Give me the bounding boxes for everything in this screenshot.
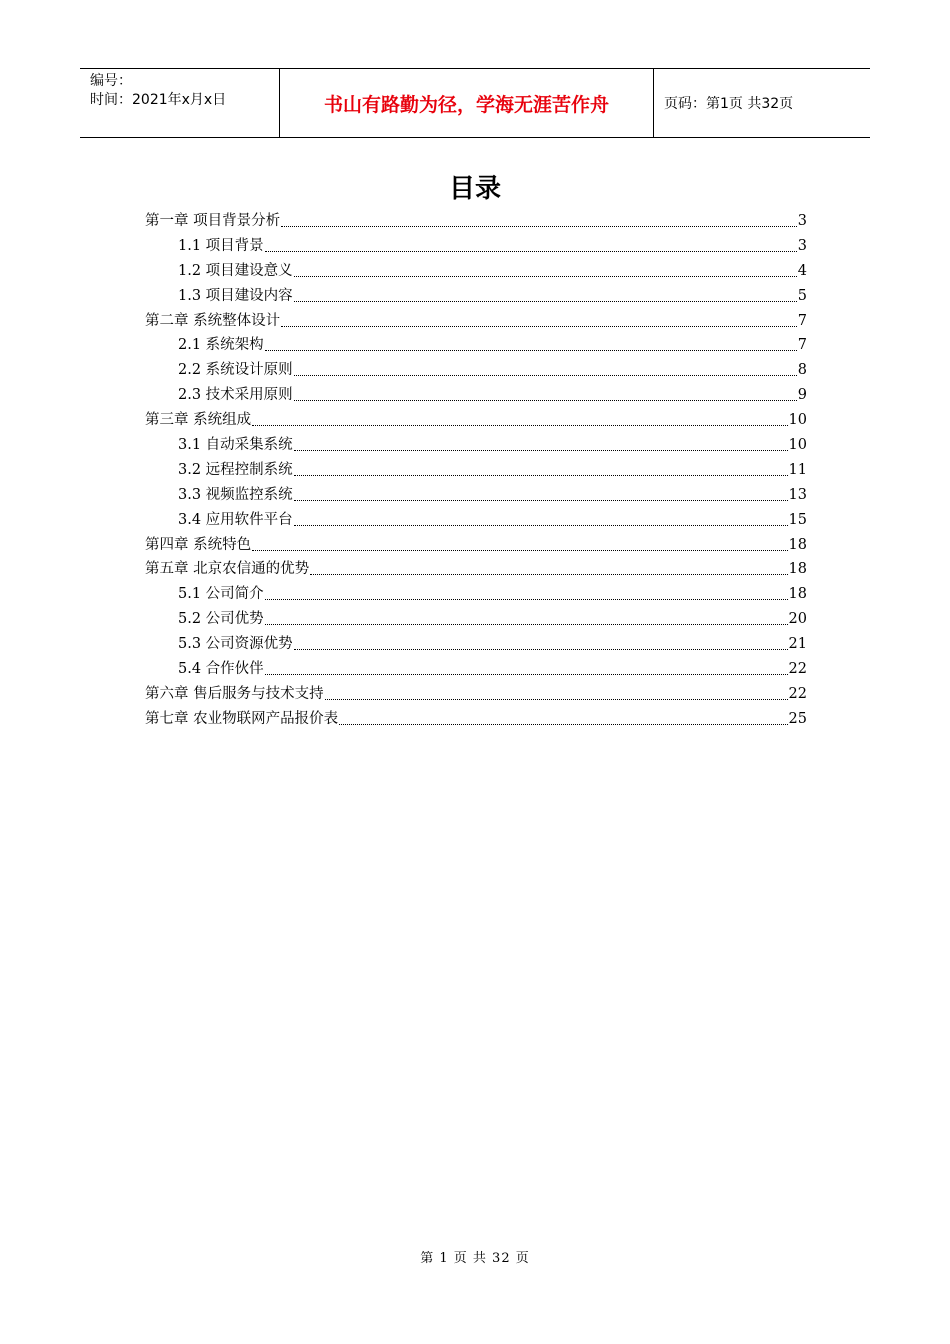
toc-dot-leader xyxy=(265,599,788,600)
toc-dot-leader xyxy=(265,624,788,625)
toc-entry[interactable] xyxy=(145,483,807,508)
toc-dot-leader xyxy=(294,500,788,501)
toc-entry-label: 第二章 系统整体设计 xyxy=(145,312,281,329)
toc-entry-page: 18 xyxy=(788,536,807,553)
toc-entry-label: 3.1 自动采集系统 xyxy=(178,437,293,454)
toc-entry-page: 7 xyxy=(797,337,807,354)
toc-entry[interactable] xyxy=(145,234,807,259)
toc-entry-page: 3 xyxy=(797,237,807,254)
toc-entry-page: 15 xyxy=(788,511,807,528)
toc-dot-leader xyxy=(281,326,797,327)
toc-entry[interactable] xyxy=(145,632,807,657)
toc-dot-leader xyxy=(294,400,797,401)
toc-entry-label: 5.1 公司简介 xyxy=(178,586,264,603)
toc-entry[interactable] xyxy=(145,284,807,309)
toc-dot-leader xyxy=(294,450,788,451)
toc-dot-leader xyxy=(294,276,797,277)
toc-entry[interactable] xyxy=(145,408,807,433)
toc-entry[interactable] xyxy=(145,433,807,458)
toc-entry[interactable] xyxy=(145,557,807,582)
toc-dot-leader xyxy=(294,375,797,376)
toc-entry-label: 2.2 系统设计原则 xyxy=(178,362,293,379)
toc-entry-label: 5.2 公司优势 xyxy=(178,611,264,628)
toc-entry-label: 第六章 售后服务与技术支持 xyxy=(145,685,324,702)
toc-entry[interactable] xyxy=(145,259,807,284)
toc-entry[interactable] xyxy=(145,333,807,358)
toc-entry-page: 22 xyxy=(788,685,807,702)
toc-entry[interactable] xyxy=(145,607,807,632)
toc-dot-leader xyxy=(265,350,797,351)
toc-dot-leader xyxy=(294,649,788,650)
header-meta xyxy=(80,69,280,137)
toc-entry-page: 7 xyxy=(797,312,807,329)
toc-entry-label: 3.3 视频监控系统 xyxy=(178,486,293,503)
header-page-info: 页码：第1页 共32页 xyxy=(664,96,794,112)
toc-entry[interactable] xyxy=(145,707,807,732)
toc-dot-leader xyxy=(310,574,787,575)
toc-entry-page: 13 xyxy=(788,486,807,503)
header-motto: 书山有路勤为径，学海无涯苦作舟 xyxy=(280,69,654,137)
toc-title: 目录 xyxy=(448,174,501,204)
toc-entry-label: 3.2 远程控制系统 xyxy=(178,461,293,478)
document-number-label: 编号： xyxy=(90,73,132,89)
toc-entry-label: 3.4 应用软件平台 xyxy=(178,511,293,528)
toc-entry-page: 9 xyxy=(797,387,807,404)
toc-entry-page: 10 xyxy=(788,412,807,429)
toc-entry[interactable] xyxy=(145,582,807,607)
toc-entry-page: 25 xyxy=(788,710,807,727)
toc-entry[interactable] xyxy=(145,682,807,707)
toc-entry-label: 第五章 北京农信通的优势 xyxy=(145,561,310,578)
toc-entry-label: 5.4 合作伙伴 xyxy=(178,661,264,678)
toc-entry[interactable] xyxy=(145,309,807,334)
page-footer: 第 1 页 共 32 页 xyxy=(420,1251,530,1266)
toc-entry-label: 2.1 系统架构 xyxy=(178,337,264,354)
toc-entry-page: 5 xyxy=(797,287,807,304)
toc-entry-label: 第三章 系统组成 xyxy=(145,412,252,429)
toc-entry-page: 11 xyxy=(788,461,807,478)
page-header xyxy=(80,68,870,138)
toc-entry-label: 第一章 项目背景分析 xyxy=(145,213,281,229)
toc-entry-page: 22 xyxy=(788,661,807,678)
toc-dot-leader xyxy=(281,226,797,227)
toc-entry-label: 第七章 农业物联网产品报价表 xyxy=(145,710,339,727)
toc-dot-leader xyxy=(252,550,787,551)
toc-entry-page: 21 xyxy=(788,636,807,653)
toc-entry-label: 第四章 系统特色 xyxy=(145,536,252,553)
toc-entry-page: 18 xyxy=(788,561,807,578)
toc-dot-leader xyxy=(294,525,788,526)
toc-entry[interactable] xyxy=(145,358,807,383)
toc-entry-page: 10 xyxy=(788,437,807,454)
document-time-label: 时间：2021年x月x日 xyxy=(90,92,227,108)
toc-entry[interactable] xyxy=(145,209,807,234)
toc-entry[interactable] xyxy=(145,458,807,483)
toc-dot-leader xyxy=(294,475,788,476)
toc-dot-leader xyxy=(265,251,797,252)
toc-entry-label: 1.2 项目建设意义 xyxy=(178,262,293,279)
table-of-contents xyxy=(145,209,807,732)
toc-entry[interactable] xyxy=(145,383,807,408)
toc-entry-label: 1.3 项目建设内容 xyxy=(178,287,293,304)
toc-dot-leader xyxy=(325,699,788,700)
toc-entry-page: 3 xyxy=(797,213,807,229)
toc-dot-leader xyxy=(339,724,787,725)
toc-entry[interactable] xyxy=(145,533,807,558)
toc-entry[interactable] xyxy=(145,508,807,533)
toc-dot-leader xyxy=(265,674,788,675)
toc-dot-leader xyxy=(294,301,797,302)
toc-entry[interactable] xyxy=(145,657,807,682)
toc-entry-label: 5.3 公司资源优势 xyxy=(178,636,293,653)
toc-entry-page: 20 xyxy=(788,611,807,628)
toc-entry-label: 2.3 技术采用原则 xyxy=(178,387,293,404)
toc-entry-page: 8 xyxy=(797,362,807,379)
toc-entry-page: 18 xyxy=(788,586,807,603)
toc-dot-leader xyxy=(252,425,787,426)
toc-entry-page: 4 xyxy=(797,262,807,279)
toc-entry-label: 1.1 项目背景 xyxy=(178,237,264,254)
